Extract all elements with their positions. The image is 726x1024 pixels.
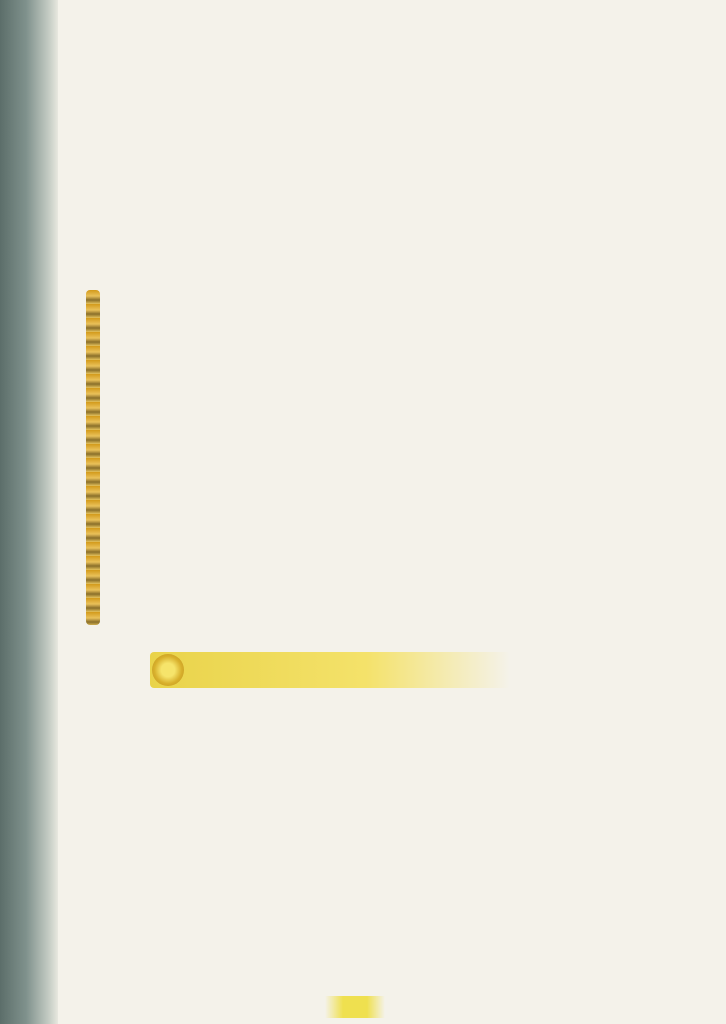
practicum-icon <box>152 654 184 686</box>
practicum-banner <box>150 652 510 688</box>
page-number <box>325 996 385 1018</box>
page-sheet <box>58 0 726 1024</box>
exercise-709 <box>88 698 636 706</box>
note-ornament <box>86 290 100 625</box>
grammar-note <box>115 291 636 293</box>
book-spine <box>0 0 58 1024</box>
